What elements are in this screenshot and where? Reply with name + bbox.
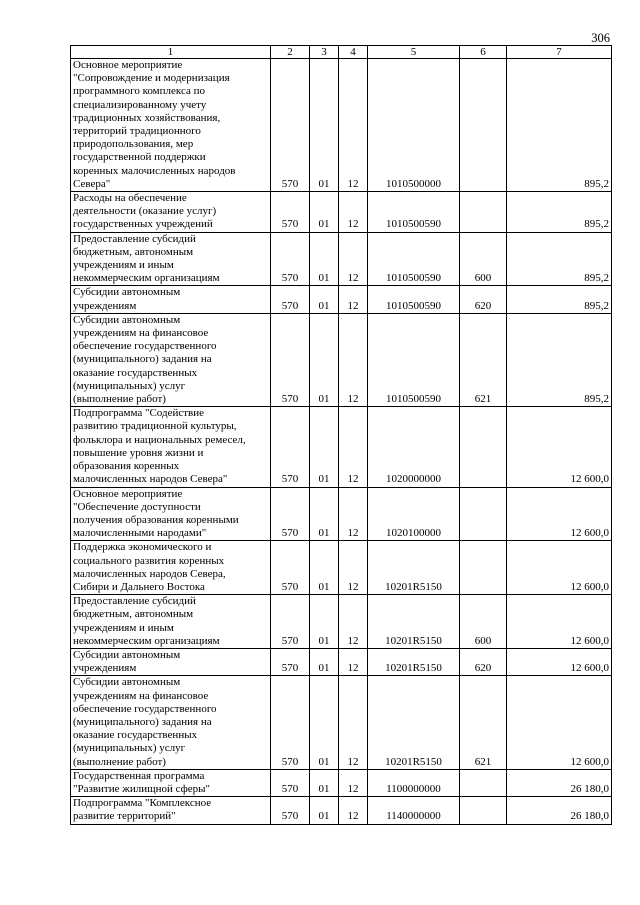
row-name-cell: Поддержка экономического и социального развития коренных малочисленных народов Севера, Сибири и Дальнего Востока (71, 541, 271, 595)
subsection-cell: 12 (339, 192, 368, 233)
expense-type-cell (460, 797, 507, 824)
target-article-cell: 10201R5150 (368, 648, 460, 675)
section-cell: 01 (310, 769, 339, 796)
gr-code-cell: 570 (271, 648, 310, 675)
section-cell: 01 (310, 676, 339, 769)
expense-type-cell: 620 (460, 286, 507, 313)
table-row (71, 59, 612, 192)
target-article-cell: 1010500590 (368, 286, 460, 313)
subsection-cell: 12 (339, 286, 368, 313)
table-row (71, 487, 612, 541)
expense-type-cell: 621 (460, 313, 507, 406)
subsection-cell: 12 (339, 313, 368, 406)
section-cell: 01 (310, 232, 339, 286)
section-cell: 01 (310, 313, 339, 406)
amount-cell: 12 600,0 (507, 595, 612, 649)
target-article-cell: 1010500590 (368, 232, 460, 286)
row-name-cell: Подпрограмма "Комплексное развитие территорий" (71, 797, 271, 824)
table-row (71, 797, 612, 824)
target-article-cell: 1140000000 (368, 797, 460, 824)
amount-cell: 12 600,0 (507, 407, 612, 487)
amount-cell: 12 600,0 (507, 676, 612, 769)
expense-type-cell (460, 769, 507, 796)
gr-code-cell: 570 (271, 541, 310, 595)
amount-cell: 26 180,0 (507, 797, 612, 824)
target-article-cell: 1100000000 (368, 769, 460, 796)
expense-type-cell: 600 (460, 232, 507, 286)
target-article-cell: 10201R5150 (368, 676, 460, 769)
table-row (71, 541, 612, 595)
expense-type-cell (460, 407, 507, 487)
gr-code-cell: 570 (271, 286, 310, 313)
section-cell: 01 (310, 59, 339, 192)
target-article-cell: 1010500590 (368, 192, 460, 233)
row-name-cell: Субсидии автономным учреждениям (71, 286, 271, 313)
expense-type-cell (460, 192, 507, 233)
section-cell: 01 (310, 192, 339, 233)
column-header: 2 (271, 46, 310, 59)
subsection-cell: 12 (339, 648, 368, 675)
amount-cell: 12 600,0 (507, 487, 612, 541)
column-header: 5 (368, 46, 460, 59)
subsection-cell: 12 (339, 595, 368, 649)
gr-code-cell: 570 (271, 232, 310, 286)
row-name-cell: Субсидии автономным учреждениям (71, 648, 271, 675)
column-header: 3 (310, 46, 339, 59)
row-name-cell: Основное мероприятие "Обеспечение доступности получения образования коренными малочисленными народами" (71, 487, 271, 541)
table-row (71, 313, 612, 406)
target-article-cell: 10201R5150 (368, 541, 460, 595)
gr-code-cell: 570 (271, 769, 310, 796)
amount-cell: 12 600,0 (507, 541, 612, 595)
expense-type-cell: 600 (460, 595, 507, 649)
column-header: 6 (460, 46, 507, 59)
expense-type-cell: 621 (460, 676, 507, 769)
subsection-cell: 12 (339, 676, 368, 769)
section-cell: 01 (310, 286, 339, 313)
section-cell: 01 (310, 595, 339, 649)
row-name-cell: Подпрограмма "Содействие развитию традиционной культуры, фольклора и национальных ремесел, повышение уровня жизни и образования коренных малочисленных народов Севера" (71, 407, 271, 487)
subsection-cell: 12 (339, 407, 368, 487)
target-article-cell: 1010500590 (368, 313, 460, 406)
table-row (71, 648, 612, 675)
row-name-cell: Основное мероприятие "Сопровождение и модернизация программного комплекса по специализированному учету традиционных хозяйствования, территорий традиционного природопользования, мер государственной поддержки коренных малочисленных народов Севера" (71, 59, 271, 192)
subsection-cell: 12 (339, 769, 368, 796)
row-name-cell: Субсидии автономным учреждениям на финансовое обеспечение государственного (муниципального) задания на оказание государственных (муниципальных) услуг (выполнение работ) (71, 313, 271, 406)
table-row (71, 407, 612, 487)
expense-type-cell (460, 487, 507, 541)
gr-code-cell: 570 (271, 192, 310, 233)
subsection-cell: 12 (339, 232, 368, 286)
section-cell: 01 (310, 487, 339, 541)
section-cell: 01 (310, 797, 339, 824)
table-body (71, 59, 612, 825)
target-article-cell: 1020000000 (368, 407, 460, 487)
amount-cell: 895,2 (507, 59, 612, 192)
page-number: 306 (591, 31, 610, 45)
column-header: 7 (507, 46, 612, 59)
expense-type-cell: 620 (460, 648, 507, 675)
column-header: 1 (71, 46, 271, 59)
expense-type-cell (460, 541, 507, 595)
gr-code-cell: 570 (271, 797, 310, 824)
table-row (71, 232, 612, 286)
expense-type-cell (460, 59, 507, 192)
table-row (71, 595, 612, 649)
amount-cell: 895,2 (507, 313, 612, 406)
section-cell: 01 (310, 648, 339, 675)
table-header-row (71, 46, 612, 59)
gr-code-cell: 570 (271, 313, 310, 406)
amount-cell: 895,2 (507, 286, 612, 313)
amount-cell: 895,2 (507, 232, 612, 286)
amount-cell: 12 600,0 (507, 648, 612, 675)
amount-cell: 895,2 (507, 192, 612, 233)
subsection-cell: 12 (339, 487, 368, 541)
row-name-cell: Субсидии автономным учреждениям на финансовое обеспечение государственного (муниципального) задания на оказание государственных (муниципальных) услуг (выполнение работ) (71, 676, 271, 769)
subsection-cell: 12 (339, 59, 368, 192)
row-name-cell: Государственная программа "Развитие жилищной сферы" (71, 769, 271, 796)
table-row (71, 769, 612, 796)
target-article-cell: 1020100000 (368, 487, 460, 541)
subsection-cell: 12 (339, 541, 368, 595)
target-article-cell: 1010500000 (368, 59, 460, 192)
table-row (71, 192, 612, 233)
budget-table (70, 45, 612, 825)
gr-code-cell: 570 (271, 407, 310, 487)
table-row (71, 676, 612, 769)
gr-code-cell: 570 (271, 595, 310, 649)
column-header: 4 (339, 46, 368, 59)
subsection-cell: 12 (339, 797, 368, 824)
section-cell: 01 (310, 407, 339, 487)
row-name-cell: Предоставление субсидий бюджетным, автономным учреждениям и иным некоммерческим организациям (71, 232, 271, 286)
gr-code-cell: 570 (271, 487, 310, 541)
row-name-cell: Расходы на обеспечение деятельности (оказание услуг) государственных учреждений (71, 192, 271, 233)
target-article-cell: 10201R5150 (368, 595, 460, 649)
gr-code-cell: 570 (271, 676, 310, 769)
gr-code-cell: 570 (271, 59, 310, 192)
section-cell: 01 (310, 541, 339, 595)
row-name-cell: Предоставление субсидий бюджетным, автономным учреждениям и иным некоммерческим организациям (71, 595, 271, 649)
amount-cell: 26 180,0 (507, 769, 612, 796)
table-row (71, 286, 612, 313)
